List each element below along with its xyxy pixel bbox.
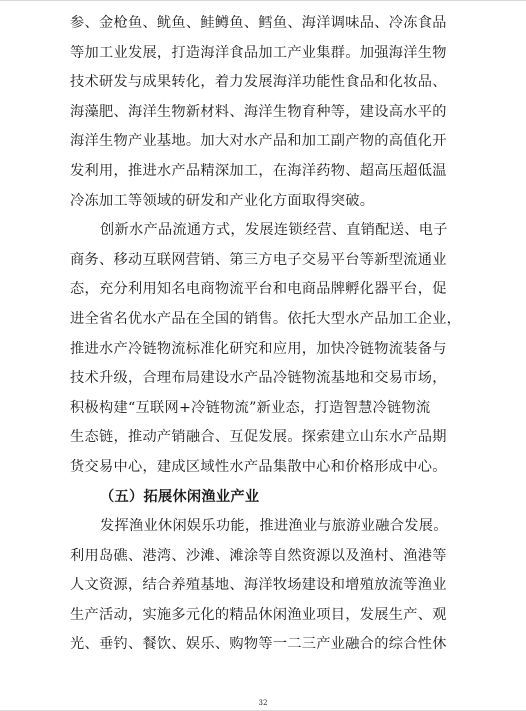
- body-line: 生产活动，实施多元化的精品休闲渔业项目，发展生产、观: [70, 606, 447, 623]
- body-line: 发利用，推进水产品精深加工，在海洋药物、超高压超低温: [70, 162, 447, 179]
- paragraph-start-line: 发挥渔业休闲娱乐功能，推进渔业与旅游业融合发展。: [100, 518, 448, 535]
- body-line: 技术升级，合理布局建设水产品冷链物流基地和交易市场，: [70, 370, 447, 387]
- body-line: 冷冻加工等领域的研发和产业化方面取得突破。: [70, 192, 375, 209]
- body-line: 参、金枪鱼、鱿鱼、鲑鳟鱼、鳕鱼、海洋调味品、冷冻食品: [70, 15, 447, 31]
- body-line: 海洋生物产业基地。加大对水产品和加工副产物的高值化开: [70, 133, 447, 150]
- body-line: 光、垂钓、餐饮、娱乐、购物等一二三产业融合的综合性休: [70, 636, 447, 653]
- body-line: 推进水产冷链物流标准化研究和应用，加快冷链物流装备与: [70, 340, 447, 357]
- document-body: [70, 9, 466, 660]
- body-line: 海藻肥、海洋生物新材料、海洋生物育种等，建设高水平的: [70, 103, 447, 120]
- body-line: 货交易中心，建成区域性水产品集散中心和价格形成中心。: [70, 458, 447, 475]
- body-line: 技术研发与成果转化，着力发展海洋功能性食品和化妆品、: [70, 74, 447, 91]
- page-number: 32: [258, 699, 268, 707]
- section-heading: （五）拓展休闲渔业产业: [100, 488, 260, 505]
- body-line: 等加工业发展，打造海洋食品加工产业集群。加强海洋生物: [70, 44, 447, 61]
- body-line: 人文资源，结合养殖基地、海洋牧场建设和增殖放流等渔业: [70, 577, 447, 594]
- body-line: 生态链，推动产销融合、互促发展。探索建立山东水产品期: [70, 429, 447, 446]
- body-line: 商务、移动互联网营销、第三方电子交易平台等新型流通业: [70, 251, 447, 268]
- paragraph-start-line: 创新水产品流通方式，发展连锁经营、直销配送、电子: [100, 222, 448, 239]
- body-line: 利用岛礁、港湾、沙滩、滩涂等自然资源以及渔村、渔港等: [70, 547, 447, 564]
- body-line: 进全省名优水产品在全国的销售。依托大型水产品加工企业，: [70, 310, 462, 327]
- body-line: 态，充分利用知名电商物流平台和电商品牌孵化器平台，促: [70, 281, 447, 298]
- body-line: 积极构建“互联网+冷链物流”新业态，打造智慧冷链物流: [70, 399, 431, 416]
